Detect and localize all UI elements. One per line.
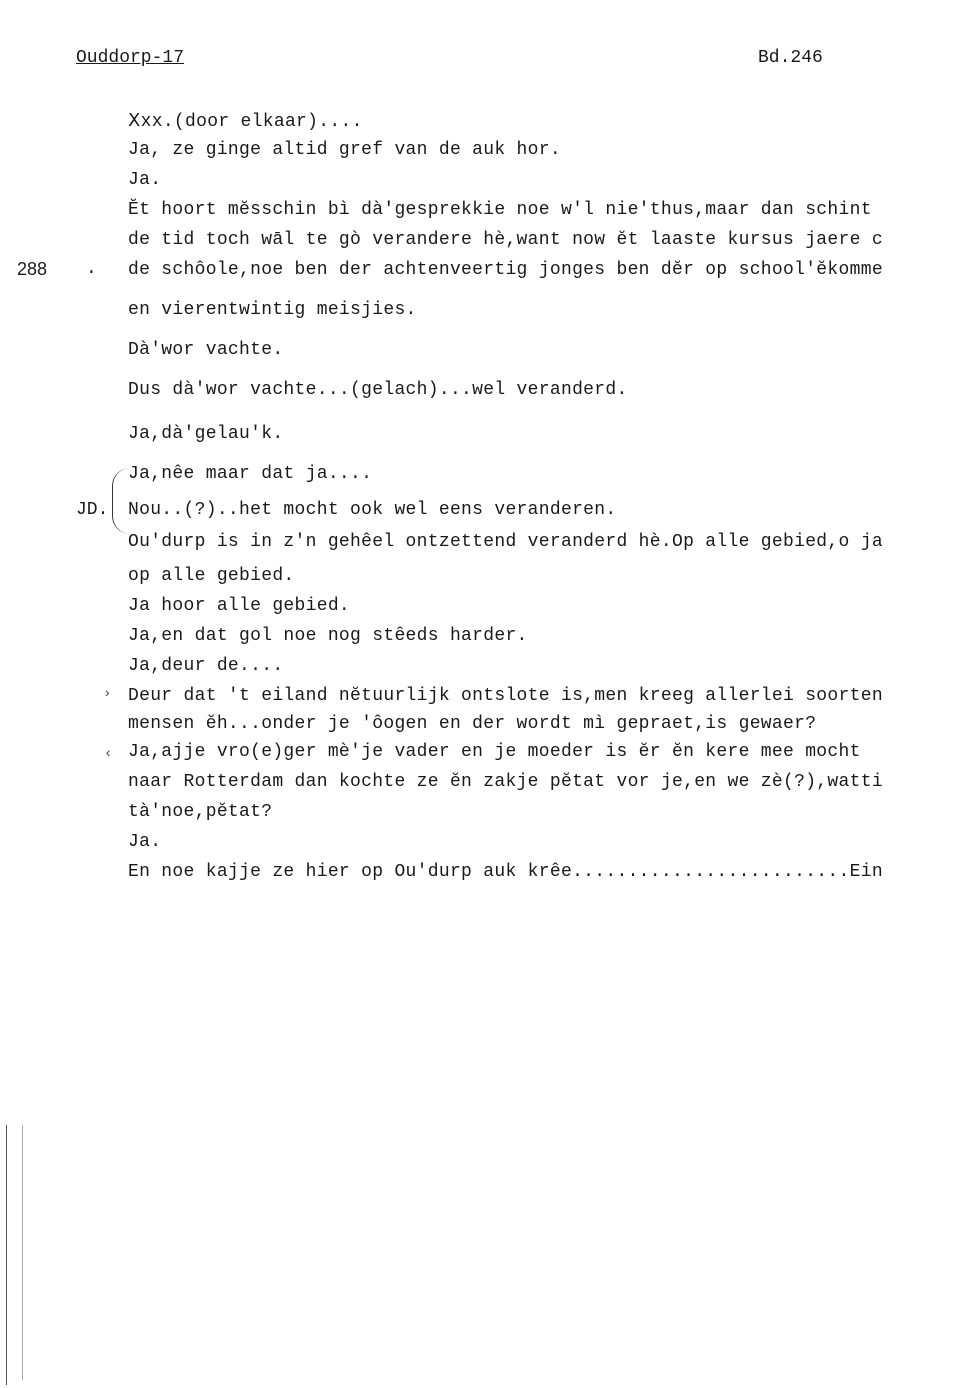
scan-edge-line — [6, 1125, 7, 1385]
transcript-line: Ja,ajje vro(e)ger mè'je vader en je moeder is ĕr ĕn kere mee mocht — [128, 742, 861, 762]
transcript-line: de tid toch wāl te gò verandere hè,want now ĕt laaste kursus jaere c — [128, 230, 883, 250]
margin-dot: . — [86, 259, 97, 279]
scan-edge-line — [22, 1125, 23, 1380]
transcript-line: Ja,dà'gelau'k. — [128, 424, 284, 444]
transcript-line: tà'noe,pĕtat? — [128, 802, 273, 822]
transcript-line: Ja,nêe maar dat ja.... — [128, 464, 373, 484]
speaker-label: JD. — [76, 500, 109, 520]
transcript-line: naar Rotterdam dan kochte ze ĕn zakje pĕtat vor je,en we zè(?),watti — [128, 772, 883, 792]
transcript-line: Dà'wor vachte. — [128, 340, 284, 360]
transcript-line: Nou..(?)..het mocht ook wel eens veranderen. — [128, 500, 617, 520]
margin-line-number: 288 — [17, 259, 48, 279]
transcript-line: Ja, ze ginge altid gref van de auk hor. — [128, 140, 561, 160]
transcript-line: op alle gebied. — [128, 566, 295, 586]
transcript-line: Ja. — [128, 832, 162, 852]
transcript-line: mensen ĕh...onder je 'ôogen en der wordt mì gepraet,is gewaer? — [128, 714, 817, 734]
transcript-line: Ĕt hoort mĕsschin bì dà'gesprekkie noe w'l nie'thus,maar dan schint — [128, 200, 872, 220]
page-title: Ouddorp-17 — [76, 48, 185, 68]
transcript-line: En noe kajje ze hier op Ou'durp auk krêe.........................Ein — [128, 862, 883, 882]
transcript-line: Ou'durp is in z'n gehêel ontzettend veranderd hè.Op alle gebied,o ja — [128, 532, 883, 552]
margin-tick-mark: › — [103, 686, 112, 702]
transcript-line: Ja. — [128, 170, 162, 190]
transcript-line: Ja,deur de.... — [128, 656, 284, 676]
transcript-line: Ja,en dat gol noe nog stêeds harder. — [128, 626, 528, 646]
transcript-line: Dus dà'wor vachte...(gelach)...wel veranderd. — [128, 380, 628, 400]
transcript-line: en vierentwintig meisjies. — [128, 300, 417, 320]
transcript-line: Deur dat 't eiland nĕtuurlijk ontslote is,men kreeg allerlei soorten — [128, 686, 883, 706]
transcript-line: de schôole,noe ben der achtenveertig jonges ben dĕr op school'ĕkomme — [128, 260, 883, 280]
transcript-line: Ja hoor alle gebied. — [128, 596, 351, 616]
transcript-line: Ⅹxx.(door elkaar).... — [128, 112, 363, 132]
page-reference: Bd.246 — [758, 48, 823, 68]
margin-tick-mark: ‹ — [104, 746, 113, 762]
